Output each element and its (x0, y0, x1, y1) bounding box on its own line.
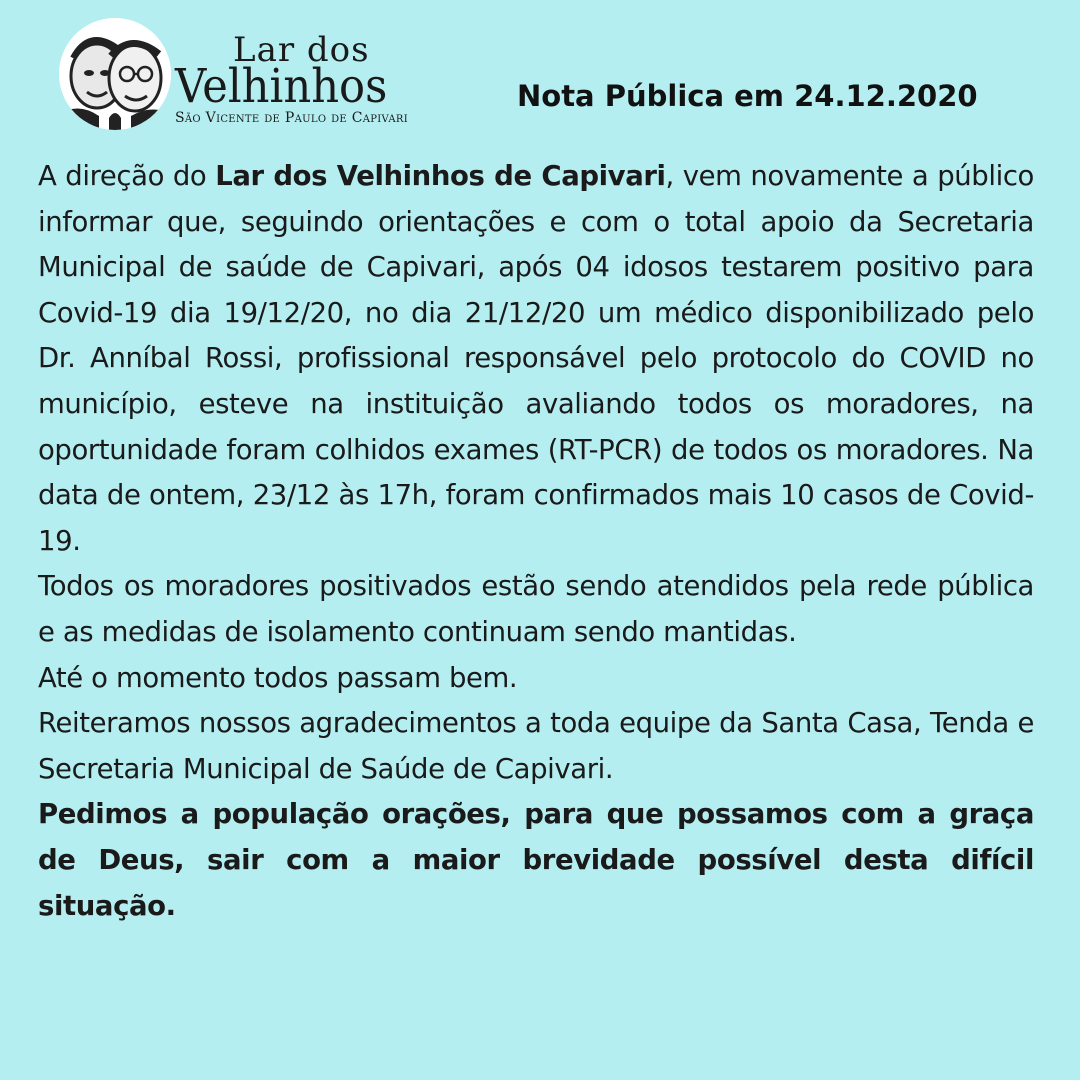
paragraph-5 (38, 792, 1034, 929)
header (55, 15, 1045, 135)
paragraph-1 (38, 154, 1034, 564)
closing-plea: Pedimos a população orações, para que possamos com a graça de Deus, sair com a maior brevidade possível desta difícil situação. (38, 798, 1034, 922)
paragraph-1-rest: , vem novamente a público informar que, seguindo orientações e com o total apoio da Secretaria Municipal de saúde de Capivari, após 04 idosos testarem positivo para Covid-19 dia 19/12/20, no dia 21/12/20 um médico disponibilizado pelo Dr. Anníbal Rossi, profissional responsável pelo protocolo do COVID no município, esteve na instituição avaliando todos os moradores, na oportunidade foram colhidos exames (RT-PCR) de todos os moradores. Na data de ontem, 23/12 às 17h, foram confirmados mais 10 casos de Covid-19. (38, 160, 1034, 557)
paragraph-3: Até o momento todos passam bem. (38, 661, 518, 694)
logo-line2: Velhinhos (175, 59, 388, 114)
organization-name: Lar dos Velhinhos de Capivari (215, 160, 666, 192)
logo-line1: Lar dos (233, 30, 370, 70)
page-title: Nota Pública em 24.12.2020 (517, 79, 978, 113)
logo-line3: São Vicente de Paulo de Capivari (175, 110, 408, 126)
paragraph-1-start: A direção do (38, 160, 216, 192)
paragraph-2: Todos os moradores positivados estão sendo atendidos pela rede pública e as medidas de isolamento continuam sendo mantidas. (38, 570, 1034, 648)
logo-photo-icon (59, 18, 171, 130)
notice-body (38, 154, 1034, 929)
paragraph-4: Reiteramos nossos agradecimentos a toda equipe da Santa Casa, Tenda e Secretaria Municipal de Saúde de Capivari. (38, 707, 1034, 785)
logo-wordmark (175, 29, 485, 129)
